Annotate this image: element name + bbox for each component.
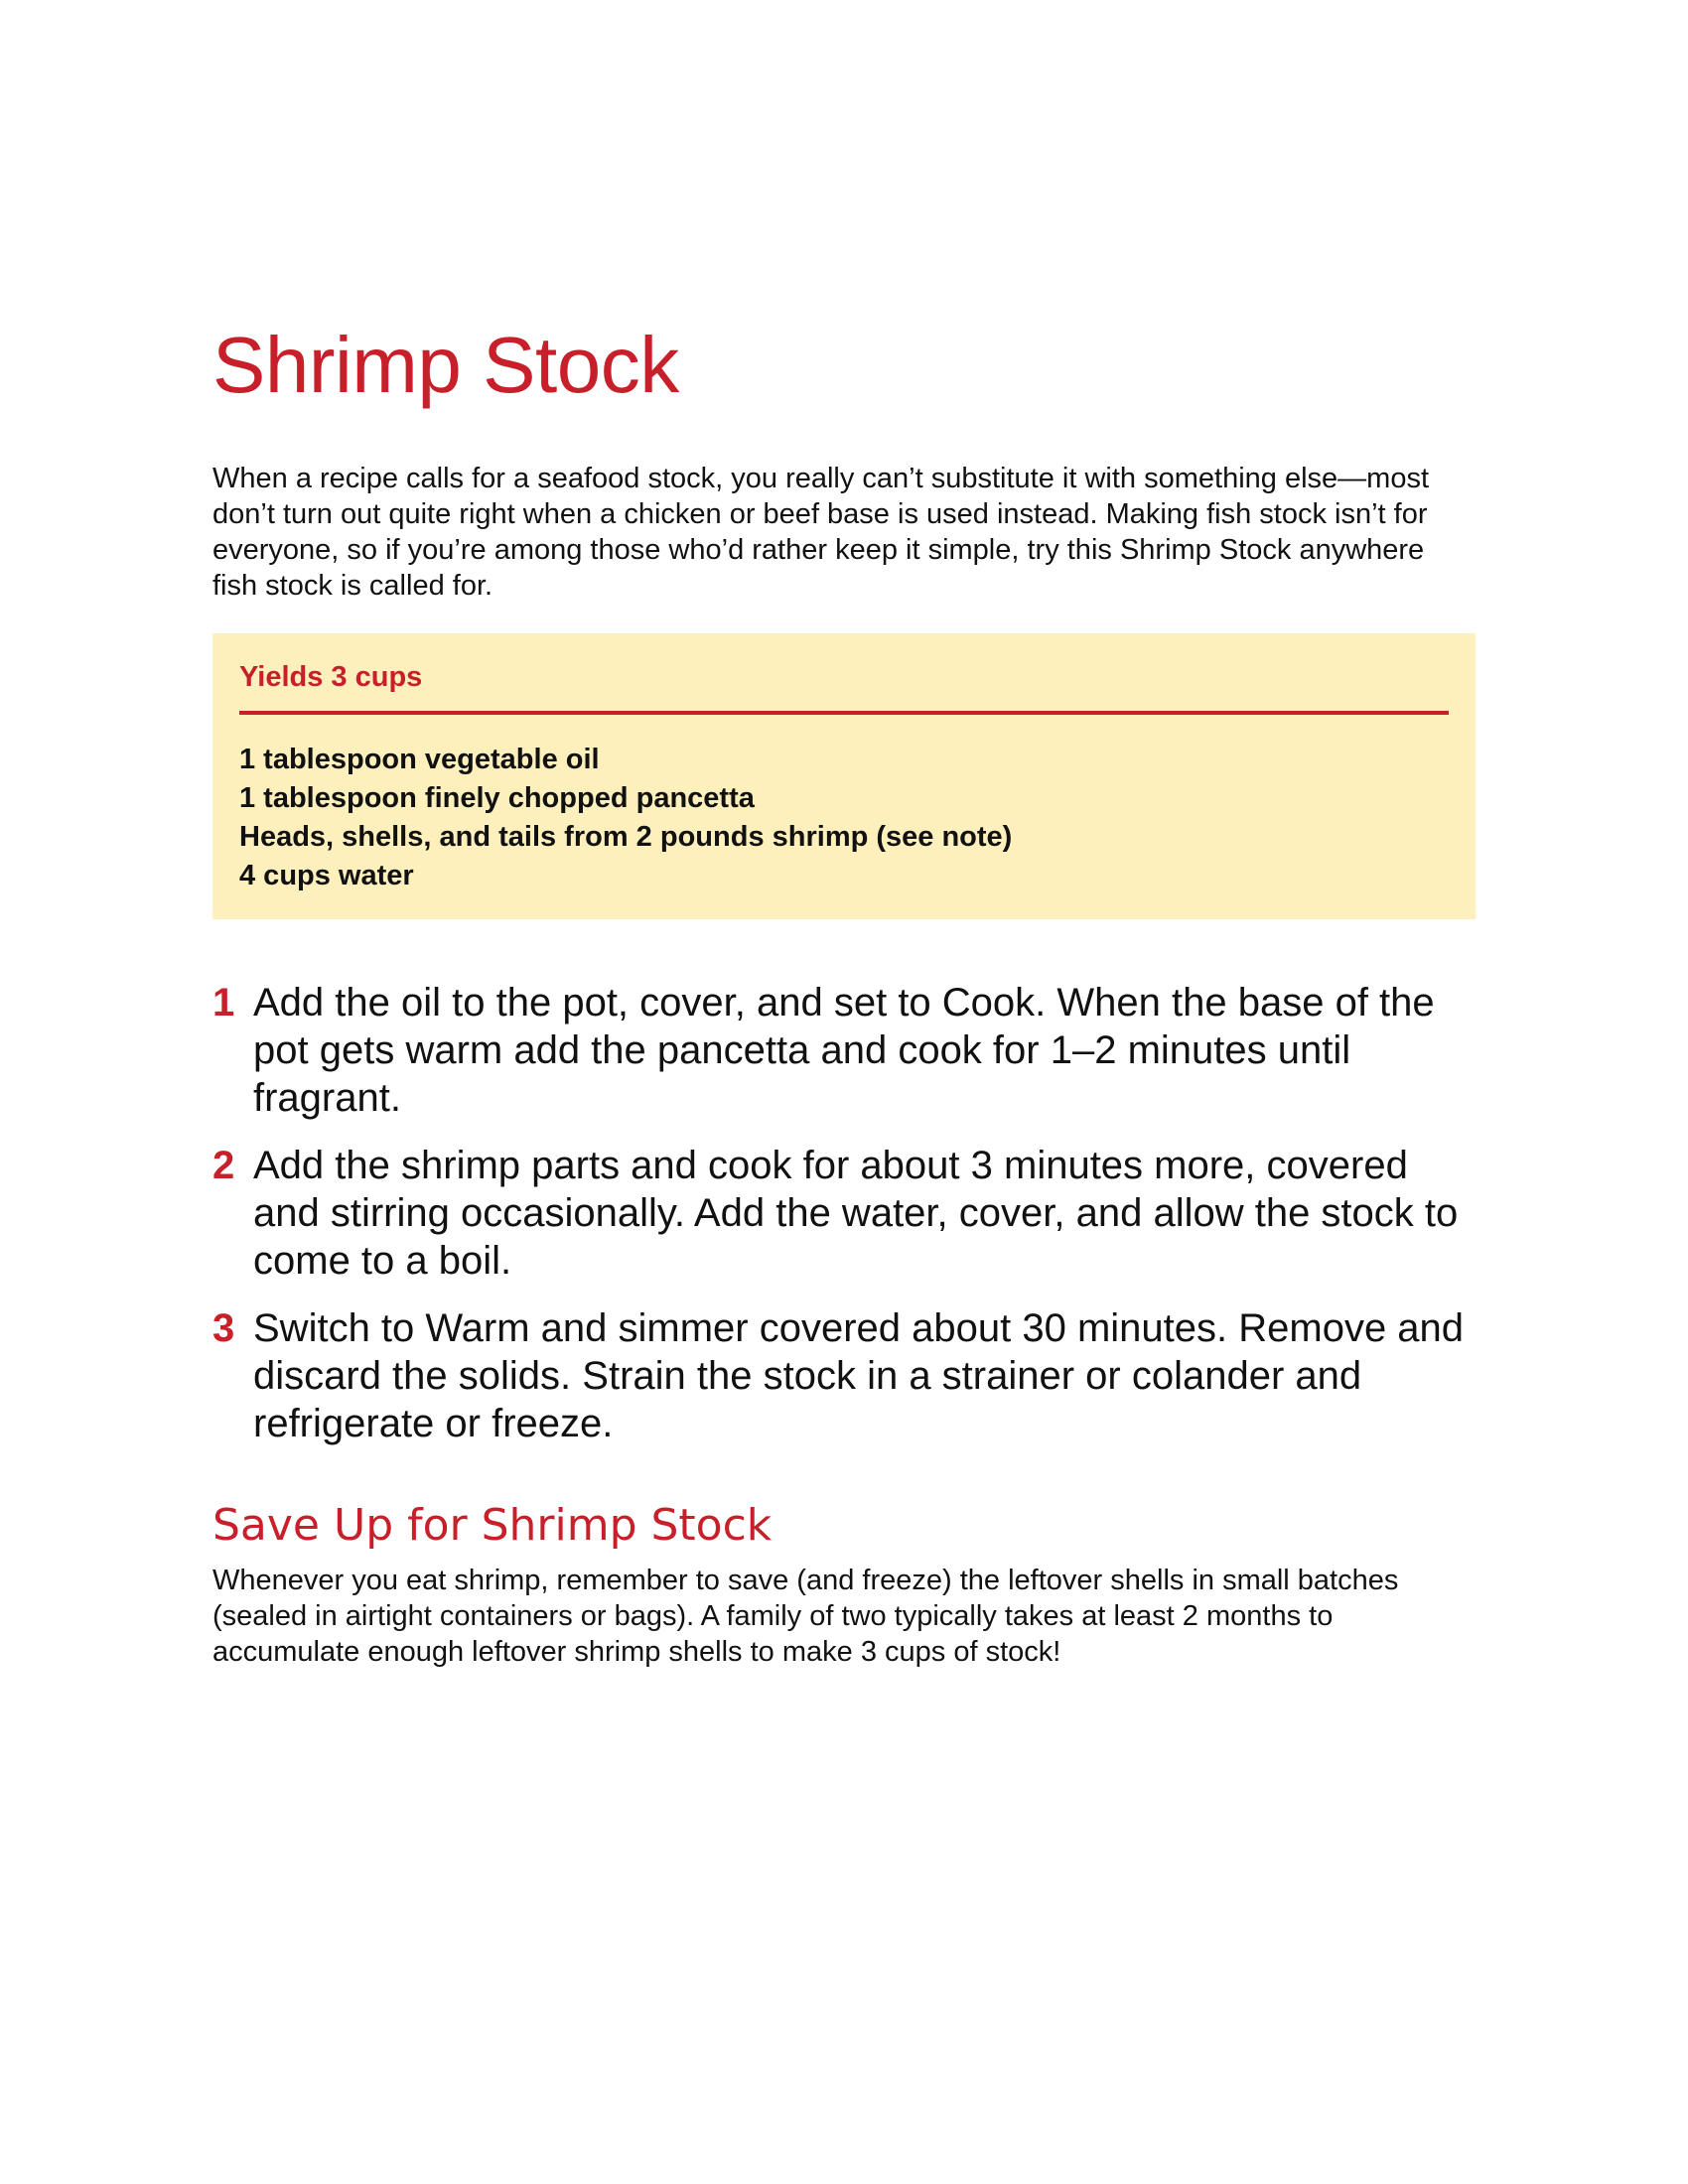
ingredients-box: [212, 633, 1476, 919]
ingredient-item: 1 tablespoon finely chopped pancetta: [239, 782, 755, 814]
ingredients-list: [239, 741, 1449, 895]
ingredient-item: 4 cups water: [239, 860, 414, 891]
step-item: [212, 1142, 1484, 1285]
step-number: 2: [212, 1144, 235, 1187]
step-text: Switch to Warm and simmer covered about 30 minutes. Remove and discard the solids. Strain the stock in a strainer or colander and refrigerate or freeze.: [253, 1306, 1465, 1445]
step-item: [212, 1304, 1484, 1447]
recipe-title: Shrimp Stock: [212, 321, 679, 409]
steps-list: [212, 979, 1476, 1447]
step-text: Add the shrimp parts and cook for about 3 minutes more, covered and stirring occasionally. Add the water, cover, and allow the stock to come to a boil.: [253, 1144, 1459, 1283]
recipe-intro: When a recipe calls for a seafood stock, you really can’t substitute it with something else—most don’t turn out quite right when a chicken or beef base is used instead. Making fish stock isn’t for everyone, so if you’re among those who’d rather keep it simple, try this Shrimp Stock anywhere fish stock is called for.: [212, 463, 1430, 602]
recipe-yield: Yields 3 cups: [239, 657, 1449, 715]
ingredient-item: Heads, shells, and tails from 2 pounds shrimp (see note): [239, 821, 1013, 853]
step-item: [212, 979, 1484, 1122]
note-text: Whenever you eat shrimp, remember to save (and freeze) the leftover shells in small batches (sealed in airtight containers or bags). A family of two typically takes at least 2 months to accumulate enough leftover shrimp shells to make 3 cups of stock!: [212, 1565, 1399, 1668]
step-number: 3: [212, 1306, 235, 1350]
note-title: Save Up for Shrimp Stock: [212, 1500, 773, 1551]
step-text: Add the oil to the pot, cover, and set to Cook. When the base of the pot gets warm add the pancetta and cook for 1–2 minutes until fragrant.: [253, 981, 1435, 1120]
step-number: 1: [212, 981, 235, 1024]
ingredient-item: 1 tablespoon vegetable oil: [239, 744, 600, 775]
recipe-page: [212, 318, 1476, 1699]
